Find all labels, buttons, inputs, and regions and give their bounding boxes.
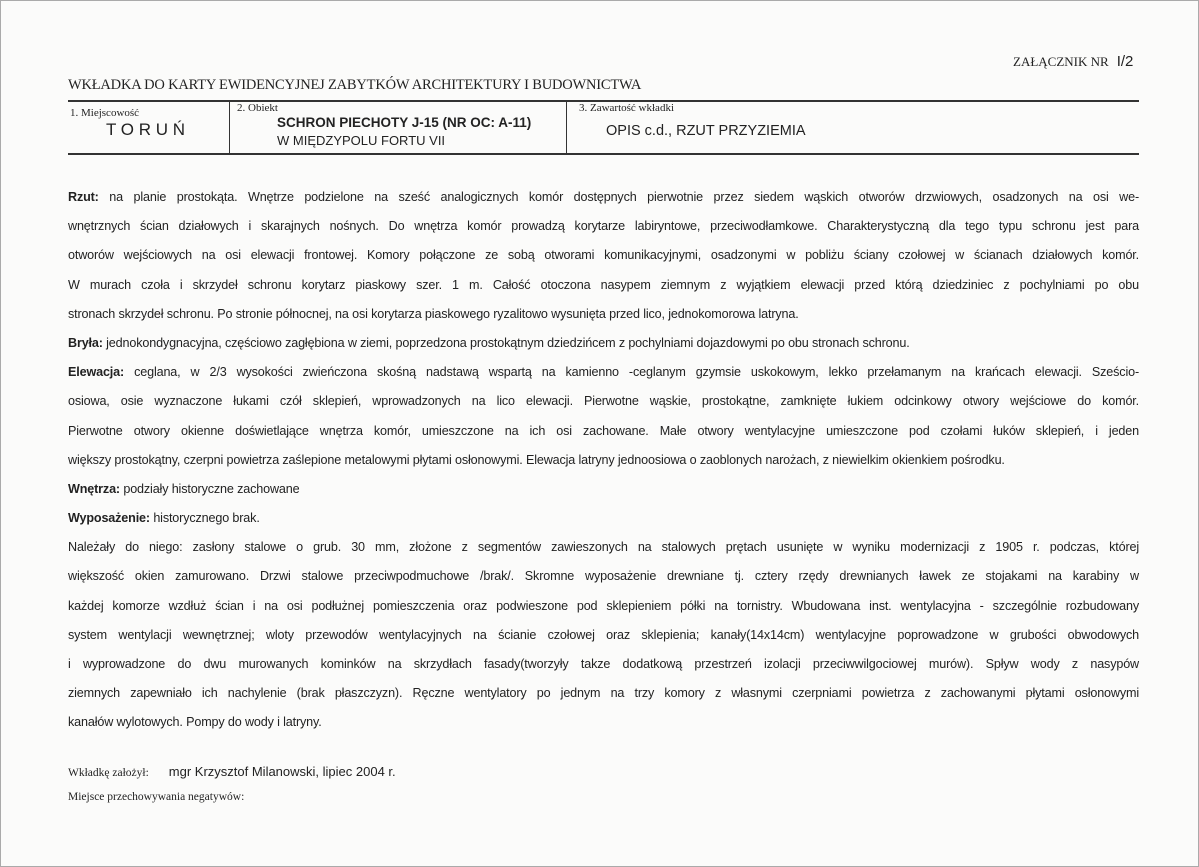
divider <box>566 102 567 154</box>
paragraph-line <box>68 212 1139 241</box>
paragraph-line <box>68 446 1139 475</box>
line-text: większość okien zamurowano. Drzwi stalowe przeciwpodmuchowe /brak/. Skromne wyposażenie drewniane tj. cztery rzędy drewnianych ławek ze stojakami na karabiny w <box>68 569 1139 584</box>
paragraph-line <box>68 679 1139 708</box>
line-text: większy prostokątny, czerpni powietrza zaślepione metalowymi płytami osłonowymi. Elewacja latryny jednoosiowa o zaoblonych narożach, z niewielkim okienkiem pośrodku. <box>68 452 1005 467</box>
paragraph-heading: Rzut: <box>68 190 99 204</box>
annex-value: I/2 <box>1116 53 1134 70</box>
line-text: ziemnych zapewniało ich nachylenie (brak płaszczyzn). Ręczne wentylatory po jednym na trzy komory z własnymi czerpniami powietrza z zachowanymi płytami osłonowymi <box>68 686 1139 701</box>
line-text: osiowa, osie wyznaczone łukami czół sklepień, wprowadzonych na lico elewacji. Pierwotne wąskie, prostokątne, zamknięte łukiem odcinkowy otwory wejściowe do komór. <box>68 394 1139 409</box>
line-text: na planie prostokąta. Wnętrze podzielone na sześć analogicznych komór dostępnych pierwotnie przez siedem wąskich otworów drzwiowych, osadzonych na osi we- <box>109 190 1139 204</box>
paragraph-line <box>68 504 1139 533</box>
author-value: mgr Krzysztof Milanowski, lipiec 2004 r. <box>168 764 396 779</box>
content-label: 3. Zawartość wkładki <box>579 102 674 114</box>
annex-number <box>1013 53 1133 70</box>
paragraph-line <box>68 621 1139 650</box>
author-row <box>68 764 396 779</box>
line-text: Pierwotne otwory okienne doświetlające wnętrza komór, umieszczone na ich osi zachowane. Małe otwory wentylacyjne umieszczone pod czołami łuków sklepień, i jeden <box>68 423 1139 438</box>
object-line1: SCHRON PIECHOTY J-15 (NR OC: A-11) <box>277 115 532 130</box>
paragraph-line <box>68 271 1139 300</box>
paragraph-heading: Wnętrza: <box>68 481 120 496</box>
object-line2: W MIĘDZYPOLU FORTU VII <box>277 133 446 148</box>
negatives-label: Miejsce przechowywania negatywów: <box>68 791 245 803</box>
paragraph-line <box>68 387 1139 416</box>
paragraph-line <box>68 300 1139 329</box>
description-body <box>68 183 1139 738</box>
line-text: jednokondygnacyjna, częściowo zagłębiona w ziemi, poprzedzona prostokątnym dziedzińcem z pochylniami dojazdowymi po obu stronach schronu. <box>106 335 910 350</box>
place-value: T O R U Ń <box>106 120 186 139</box>
paragraph-line <box>68 183 1139 212</box>
line-text: W murach czoła i skrzydeł schronu korytarz piaskowy szer. 1 m. Całość otoczona nasypem ziemnym z wyjątkiem elewacji przed którą dziedziniec z pochylniami po obu <box>68 277 1139 292</box>
line-text: ceglana, w 2/3 wysokości zwieńczona skośną nadstawą wspartą na kamienno -ceglanym gzymsie uskokowym, lekko przełamanym na krańcach elewacji. Sześcio- <box>134 365 1139 380</box>
line-text: stronach skrzydeł schronu. Po stronie północnej, na osi korytarza piaskowego ryzalitowo wysunięta przed lico, jednokomorowa latryna. <box>68 306 799 321</box>
paragraph-line <box>68 592 1139 621</box>
line-text: Należały do niego: zasłony stalowe o grub. 30 mm, złożone z segmentów zawieszonych na stalowych prętach usunięte w wyniku modernizacji z 1905 r. podczas, której <box>68 540 1139 555</box>
line-text: otworów wejściowych na osi elewacji frontowej. Komory połączone ze sobą otworami komunikacyjnymi, osadzonymi w pobliżu ściany czołowej w ścianach działowych komór. <box>68 248 1139 263</box>
content-value: OPIS c.d., RZUT PRZYZIEMIA <box>606 123 806 139</box>
paragraph-line <box>68 417 1139 446</box>
line-text: każdej komorze wzdłuż ścian i na osi podłużnej pomieszczenia oraz podwieszone pod sklepieniem półki na tornistry. Wbudowana inst. wentylacyjna - szczególnie rozbudowany <box>68 598 1139 613</box>
paragraph-line <box>68 358 1139 387</box>
place-label: 1. Miejscowość <box>70 107 140 119</box>
paragraph-line <box>68 562 1139 591</box>
line-text: historycznego brak. <box>153 511 260 526</box>
paragraph-heading: Bryła: <box>68 335 103 350</box>
document-title: WKŁADKA DO KARTY EWIDENCYJNEJ ZABYTKÓW ARCHITEKTURY I BUDOWNICTWA <box>68 77 642 93</box>
paragraph-line <box>68 475 1139 504</box>
author-label: Wkładkę założył: <box>68 767 149 779</box>
paragraph-heading: Elewacja: <box>68 365 125 380</box>
line-text: i wyprowadzone do dwu murowanych kominków na skrzydłach fasady(tworzyły takze dodatkową przestrzeń izolacji przeciwwilgociowej murów). Spływ wody z nasypów <box>68 657 1139 671</box>
divider <box>229 102 230 154</box>
object-label: 2. Obiekt <box>237 102 278 114</box>
annex-label: ZAŁĄCZNIK NR <box>1013 54 1109 69</box>
paragraph-heading: Wyposażenie: <box>68 511 150 526</box>
line-text: system wentylacji wewnętrznej; wloty przewodów wentylacyjnych na ścianie czołowej oraz sklepienia; kanały(14x14cm) wentylacyjne poprowadzone w grubości obwodowych <box>68 627 1139 642</box>
line-text: kanałów wylotowych. Pompy do wody i latryny. <box>68 715 322 730</box>
paragraph-line <box>68 329 1139 358</box>
paragraph-line <box>68 708 1139 737</box>
paragraph-line <box>68 650 1139 679</box>
line-text: wnętrznych ścian działowych i skarajnych nośnych. Do wnętrza komór prowadzą korytarze labiryntowe, przeciwodłamkowe. Charakterystyczną dla tego typu schronu jest para <box>68 219 1139 234</box>
paragraph-line <box>68 241 1139 270</box>
line-text: podziały historyczne zachowane <box>123 481 300 496</box>
paragraph-line <box>68 533 1139 562</box>
